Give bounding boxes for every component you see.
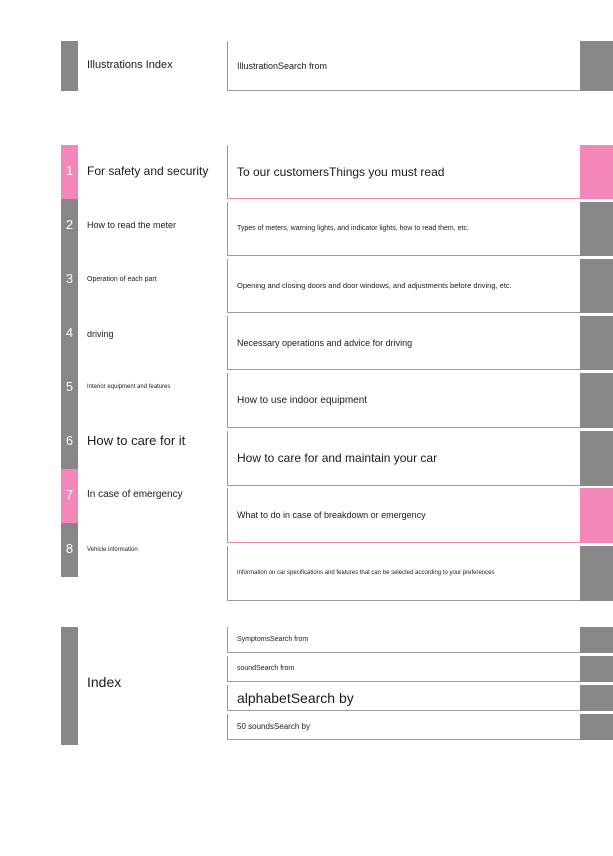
chapter-7-description[interactable]: What to do in case of breakdown or emergency: [227, 488, 580, 543]
chapter-8-tab[interactable]: [580, 546, 613, 601]
index-symptoms-search[interactable]: SymptomsSearch from: [227, 627, 580, 653]
index-sound-tab[interactable]: [580, 656, 613, 682]
index-50-sounds-tab[interactable]: [580, 714, 613, 740]
chapter-7-title[interactable]: In case of emergency: [87, 489, 183, 500]
index-alphabet-tab[interactable]: [580, 685, 613, 711]
chapter-4-description[interactable]: Necessary operations and advice for driving: [227, 316, 580, 370]
index-symptoms-tab[interactable]: [580, 627, 613, 653]
chapter-1-tab[interactable]: [580, 145, 613, 199]
chapter-7-number: 7: [65, 487, 74, 502]
chapter-6-tab[interactable]: [580, 431, 613, 486]
chapter-3-number: 3: [65, 271, 74, 286]
chapter-1-number: 1: [65, 163, 74, 178]
chapter-5-description[interactable]: How to use indoor equipment: [227, 373, 580, 428]
illustrations-index-label[interactable]: Illustrations Index: [87, 59, 173, 71]
chapter-3-tab[interactable]: [580, 259, 613, 313]
chapter-3-description[interactable]: Opening and closing doors and door windows, and adjustments before driving, etc.: [227, 259, 580, 313]
chapter-1-title[interactable]: For safety and security: [87, 164, 209, 178]
chapter-5-tab[interactable]: [580, 373, 613, 428]
index-alphabet-search[interactable]: alphabetSearch by: [227, 685, 580, 711]
chapter-6-description[interactable]: How to care for and maintain your car: [227, 431, 580, 486]
illustration-search-link[interactable]: IllustrationSearch from: [227, 41, 580, 91]
chapter-5-number: 5: [65, 379, 74, 394]
chapter-8-title[interactable]: Vehicle information: [87, 547, 138, 553]
chapter-4-title[interactable]: driving: [87, 329, 114, 339]
illustrations-index-bar: [61, 41, 78, 91]
chapter-2-description[interactable]: Types of meters, warning lights, and indicator lights, how to read them, etc.: [227, 202, 580, 256]
chapter-3-title[interactable]: Operation of each part: [87, 276, 157, 283]
chapter-7-tab[interactable]: [580, 488, 613, 543]
chapter-1-description[interactable]: To our customersThings you must read: [227, 145, 580, 199]
index-sound-search[interactable]: soundSearch from: [227, 656, 580, 682]
index-50-sounds-search[interactable]: 50 soundsSearch by: [227, 714, 580, 740]
index-label[interactable]: Index: [87, 674, 122, 690]
chapter-4-number: 4: [65, 325, 74, 340]
chapter-4-tab[interactable]: [580, 316, 613, 370]
chapter-8-number: 8: [65, 541, 74, 556]
chapter-8-description[interactable]: Information on car specifications and features that can be selected according to your preferences: [227, 546, 580, 601]
chapter-6-number: 6: [65, 433, 74, 448]
chapter-2-title[interactable]: How to read the meter: [87, 220, 177, 230]
chapter-2-number: 2: [65, 217, 74, 232]
chapter-2-tab[interactable]: [580, 202, 613, 256]
chapter-5-title[interactable]: Interior equipment and features: [87, 384, 171, 390]
illustrations-index-tab[interactable]: [580, 41, 613, 91]
chapter-6-title[interactable]: How to care for it: [87, 433, 186, 448]
index-bar: [61, 627, 78, 745]
